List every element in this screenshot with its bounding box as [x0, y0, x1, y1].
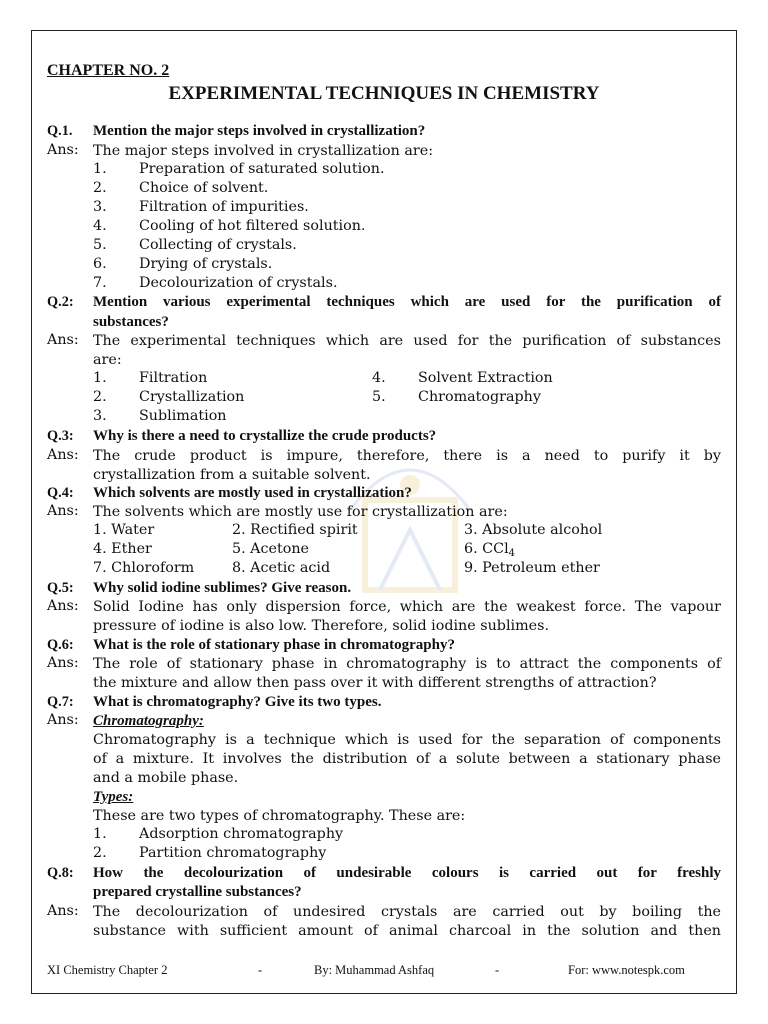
- solvent-item: 4. Ether: [93, 541, 152, 557]
- list-item: Solvent Extraction: [418, 370, 553, 386]
- solvent-item: 7. Chloroform: [93, 560, 195, 576]
- section-heading: Types:: [93, 789, 134, 805]
- list-number: 1.: [93, 370, 107, 386]
- types-intro: These are two types of chromatography. These are:: [93, 808, 466, 824]
- footer-separator: -: [495, 963, 500, 977]
- list-number: 2.: [93, 389, 107, 405]
- subscript: 4: [508, 548, 516, 559]
- answer-label: Ans:: [47, 142, 79, 158]
- solvent-item: 1. Water: [93, 522, 155, 538]
- answer-text: The decolourization of undesired crystals are carried out by boiling the: [93, 904, 721, 920]
- list-number: 3.: [93, 408, 107, 424]
- list-item: Partition chromatography: [139, 845, 327, 861]
- answer-label: Ans:: [47, 503, 79, 519]
- solvent-item: 5. Acetone: [232, 541, 309, 557]
- question-text: Why solid iodine sublimes? Give reason.: [93, 580, 352, 596]
- list-number: 2.: [93, 180, 107, 196]
- question-number: Q.4:: [47, 485, 74, 501]
- answer-label: Ans:: [47, 712, 79, 728]
- answer-label: Ans:: [47, 903, 79, 919]
- list-item: Choice of solvent.: [139, 180, 269, 196]
- list-number: 5.: [372, 389, 386, 405]
- definition-text: and a mobile phase.: [93, 770, 239, 786]
- question-number: Q.5:: [47, 580, 74, 596]
- answer-text: crystallization from a suitable solvent.: [93, 467, 371, 483]
- question-text: What is the role of stationary phase in chromatography?: [93, 637, 455, 653]
- footer-author: By: Muhammad Ashfaq: [314, 963, 435, 977]
- answer-text: are:: [93, 352, 122, 368]
- answer-text: The solvents which are mostly use for crystallization are:: [93, 504, 508, 520]
- footer-separator: -: [258, 963, 263, 977]
- question-number: Q.1.: [47, 123, 73, 139]
- question-text: Mention the major steps involved in crystallization?: [93, 123, 426, 139]
- list-number: 4.: [93, 218, 107, 234]
- list-number: 4.: [372, 370, 386, 386]
- question-number: Q.3:: [47, 428, 74, 444]
- answer-text: The experimental techniques which are used for the purification of substances: [93, 333, 721, 349]
- page-title: EXPERIMENTAL TECHNIQUES IN CHEMISTRY: [168, 83, 600, 104]
- list-number: 1.: [93, 161, 107, 177]
- answer-label: Ans:: [47, 655, 79, 671]
- answer-label: Ans:: [47, 598, 79, 614]
- question-text: Mention various experimental techniques which are used for the purification of: [93, 294, 721, 310]
- solvent-item: 9. Petroleum ether: [464, 560, 600, 576]
- list-number: 2.: [93, 845, 107, 861]
- list-number: 5.: [93, 237, 107, 253]
- question-text: prepared crystalline substances?: [93, 884, 302, 900]
- answer-text: The major steps involved in crystallization are:: [93, 143, 434, 159]
- question-number: Q.8:: [47, 865, 74, 881]
- solvent-item: 8. Acetic acid: [232, 560, 331, 576]
- list-number: 3.: [93, 199, 107, 215]
- list-item: Preparation of saturated solution.: [139, 161, 385, 177]
- question-text: Why is there a need to crystallize the crude products?: [93, 428, 437, 444]
- list-number: 7.: [93, 275, 107, 291]
- footer-website: For: www.notespk.com: [568, 963, 685, 977]
- answer-text: the mixture and allow then pass over it with different strengths of attraction?: [93, 675, 657, 691]
- question-text: substances?: [93, 314, 169, 330]
- section-heading: Chromatography:: [93, 713, 204, 729]
- list-item: Filtration of impurities.: [139, 199, 309, 215]
- definition-text: Chromatography is a technique which is used for the separation of components: [93, 732, 721, 748]
- chapter-number: CHAPTER NO. 2: [47, 62, 170, 79]
- list-item: Cooling of hot filtered solution.: [139, 218, 366, 234]
- solvent-item: [464, 541, 515, 557]
- list-item: Chromatography: [418, 389, 541, 405]
- answer-text: Solid Iodine has only dispersion force, which are the weakest force. The vapour: [93, 599, 721, 615]
- question-text: How the decolourization of undesirable colours is carried out for freshly: [93, 865, 721, 881]
- list-item: Collecting of crystals.: [139, 237, 297, 253]
- list-item: Drying of crystals.: [139, 256, 273, 272]
- answer-text: The role of stationary phase in chromatography is to attract the components of: [93, 656, 721, 672]
- question-number: Q.6:: [47, 637, 74, 653]
- list-item: Sublimation: [139, 408, 227, 424]
- list-item: Filtration: [139, 370, 208, 386]
- list-number: 6.: [93, 256, 107, 272]
- answer-label: Ans:: [47, 447, 79, 463]
- question-text: What is chromatography? Give its two types.: [93, 694, 382, 710]
- question-number: Q.7:: [47, 694, 74, 710]
- answer-label: Ans:: [47, 332, 79, 348]
- question-number: Q.2:: [47, 294, 74, 310]
- solvent-item: 2. Rectified spirit: [232, 522, 358, 538]
- list-item: Adsorption chromatography: [139, 826, 344, 842]
- list-item: Decolourization of crystals.: [139, 275, 338, 291]
- solvent-item: 3. Absolute alcohol: [464, 522, 603, 538]
- solvent-item-text: 6. CCl: [464, 541, 509, 557]
- question-text: Which solvents are mostly used in crystallization?: [93, 485, 412, 501]
- list-item: Crystallization: [139, 389, 245, 405]
- footer-course: XI Chemistry Chapter 2: [47, 963, 168, 977]
- answer-text: pressure of iodine is also low. Therefore, solid iodine sublimes.: [93, 618, 550, 634]
- definition-text: of a mixture. It involves the distribution of a solute between a stationary phase: [93, 751, 721, 767]
- list-number: 1.: [93, 826, 107, 842]
- answer-text: substance with sufficient amount of animal charcoal in the solution and then: [93, 923, 721, 939]
- answer-text: The crude product is impure, therefore, there is a need to purify it by: [93, 448, 721, 464]
